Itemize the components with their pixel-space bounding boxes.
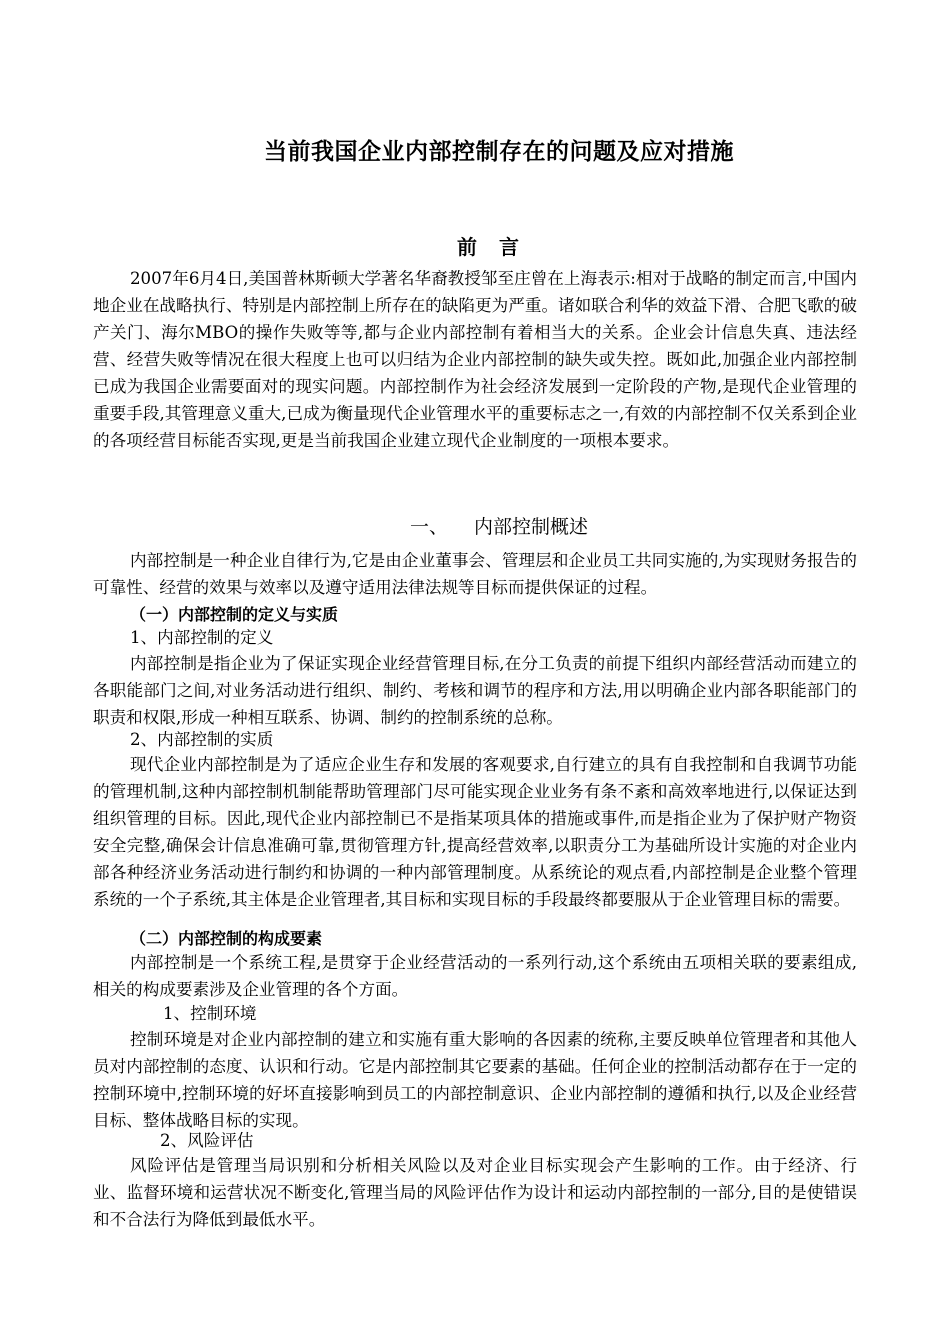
chapter1-number: 一、	[409, 516, 448, 538]
chapter1-intro-paragraph: 内部控制是一种企业自律行为,它是由企业董事会、管理层和企业员工共同实施的,为实现财务报告的可靠性、经营的效果与效率以及遵守适用法律法规等目标而提供保证的过程。	[93, 551, 857, 597]
section2-intro-paragraph: 内部控制是一个系统工程,是贯穿于企业经营活动的一系列行动,这个系统由五项相关联的要素组成,相关的构成要素涉及企业管理的各个方面。	[93, 953, 857, 999]
document-title: 当前我国企业内部控制存在的问题及应对措施	[264, 139, 734, 165]
section2-item2-label: 2、风险评估	[160, 1131, 254, 1150]
preface-paragraph: 2007年6月4日,美国普林斯顿大学著名华裔教授邹至庄曾在上海表示:相对于战略的制定而言,中国内地企业在战略执行、特别是内部控制上所存在的缺陷更为严重。诸如联合利华的效益下滑、合肥飞歌的破产关门、海尔MBO的操作失败等等,都与企业内部控制有着相当大的关系。企业会计信息失真、违法经营、经营失败等情况在很大程度上也可以归结为企业内部控制的缺失或失控。既如此,加强企业内部控制已成为我国企业需要面对的现实问题。内部控制作为社会经济发展到一定阶段的产物,是现代企业管理的重要手段,其管理意义重大,已成为衡量现代企业管理水平的重要标志之一,有效的内部控制不仅关系到企业的各项经营目标能否实现,更是当前我国企业建立现代企业制度的一项根本要求。	[93, 269, 857, 450]
section1-item2-paragraph: 现代企业内部控制是为了适应企业生存和发展的客观要求,自行建立的具有自我控制和自我调节功能的管理机制,这种内部控制机制能帮助管理部门尽可能实现企业业务有条不紊和高效率地进行,以保证达到组织管理的目标。因此,现代企业内部控制已不是指某项具体的措施或事件,而是指企业为了保护财产物资安全完整,确保会计信息准确可靠,贯彻管理方针,提高经营效率,以职责分工为基础所设计实施的对企业内部各种经济业务活动进行制约和协调的一种内部管理制度。从系统论的观点看,内部控制是企业整个管理系统的一个子系统,其主体是企业管理者,其目标和实现目标的手段最终都要服从于企业管理目标的需要。	[93, 755, 857, 909]
section1-item1-label: 1、内部控制的定义	[130, 628, 274, 647]
section1-item2-label: 2、内部控制的实质	[130, 730, 274, 749]
section1-heading: （一）内部控制的定义与实质	[130, 605, 339, 624]
section2-heading: （二）内部控制的构成要素	[130, 929, 323, 948]
preface-heading: 前言	[457, 235, 541, 259]
section2-item1-paragraph: 控制环境是对企业内部控制的建立和实施有重大影响的各因素的统称,主要反映单位管理者和其他人员对内部控制的态度、认识和行动。它是内部控制其它要素的基础。任何企业的控制活动都存在于一定的控制环境中,控制环境的好坏直接影响到员工的内部控制意识、企业内部控制的遵循和执行,以及企业经营目标、整体战略目标的实现。	[93, 1030, 857, 1130]
chapter1-heading	[0, 512, 950, 539]
section2-item2-paragraph: 风险评估是管理当局识别和分析相关风险以及对企业目标实现会产生影响的工作。由于经济、行业、监督环境和运营状况不断变化,管理当局的风险评估作为设计和运动内部控制的一部分,目的是使错误和不合法行为降低到最低水平。	[93, 1156, 857, 1229]
chapter1-title: 内部控制概述	[474, 516, 589, 538]
section2-item1-label: 1、控制环境	[163, 1004, 257, 1023]
section1-item1-paragraph: 内部控制是指企业为了保证实现企业经营管理目标,在分工负责的前提下组织内部经营活动而建立的各职能部门之间,对业务活动进行组织、制约、考核和调节的程序和方法,用以明确企业内部各职能部门的职责和权限,形成一种相互联系、协调、制约的控制系统的总称。	[93, 654, 857, 727]
